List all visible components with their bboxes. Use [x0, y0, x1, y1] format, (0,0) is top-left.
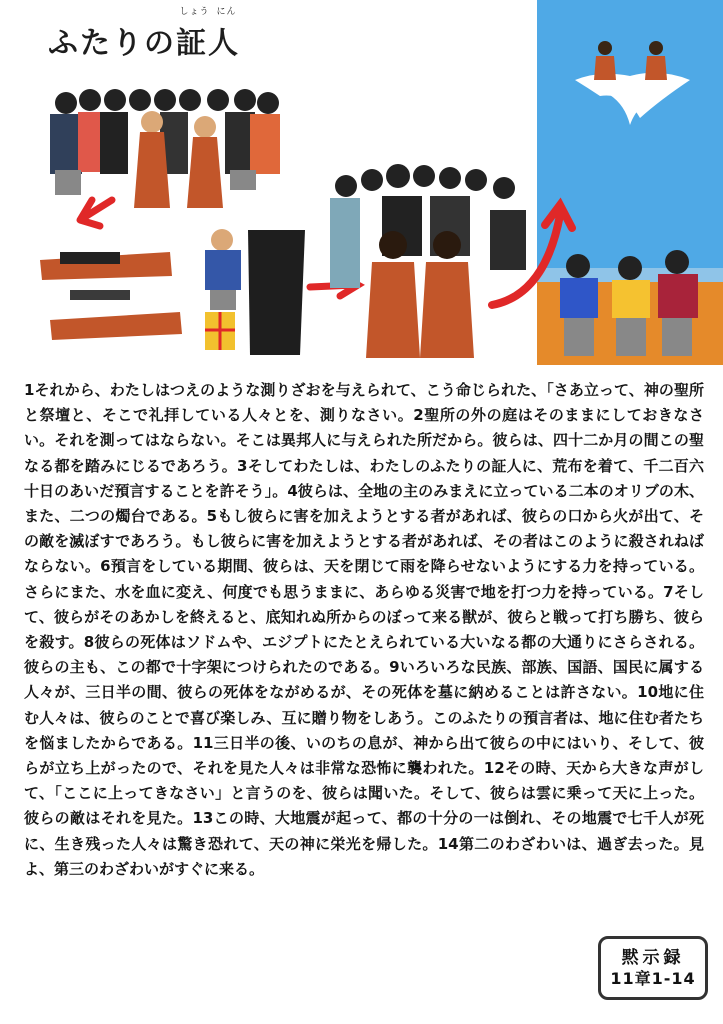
- reference-verses: 11章1-14: [610, 969, 696, 988]
- scripture-reference: [598, 936, 708, 1000]
- down-left-arrow-icon: [80, 200, 112, 226]
- ruby-nin: にん: [216, 7, 237, 17]
- title-kana: ふたりの: [48, 26, 176, 61]
- page-title: [48, 7, 240, 62]
- title-ruby: [176, 4, 240, 17]
- onlookers: [560, 250, 698, 356]
- middle-crowd: [330, 164, 526, 358]
- gift-people: [205, 229, 305, 355]
- title-kanji-with-ruby: [176, 7, 240, 62]
- reference-book: 黙示録: [621, 948, 685, 968]
- scripture-passage: 1それから、わたしはつえのような測りざおを与えられて、こう命じられた、「さあ立って、神の聖所と祭壇と、そこで礼拝している人々とを、測りなさい。2聖所の外の庭はそのままにしておきなさい。それを測ってはならない。そこは異邦人に与えられた所だから。彼らは、四十二か月の間この聖なる都を踏みにじるであろう。3そしてわたしは、わたしのふたりの証人に、荒布を着て、千二百六十日のあいだ預言することを許そう」。4彼らは、全地の主のみまえに立っている二本のオリブの木、また、二つの燭台である。5もし彼らに害を加えようとする者があれば、彼らの口から火が出て、その敵を滅ぼすであろう。もし彼らに害を加えようとする者があれば、その者はこのように殺されねばならない。6預言をしている期間、彼らは、天を閉じて雨を降らせないようにする力を持っている。さらにまた、水を血に変え、何度でも思うままに、あらゆる災害で地を打つ力を持っている。7そして、彼らがそのあかしを終えると、底知れぬ所からのぼって来る獣が、彼らと戦って打ち勝ち、彼らを殺す。8彼らの死体はソドムや、エジプトにたとえられている大いなる都の大通りにさらされる。彼らの主も、この都で十字架につけられたのである。9いろいろな民族、部族、国語、国民に属する人々が、三日半の間、彼らの死体をながめるが、その死体を墓に納めることは許さない。10地に住む人々は、彼らのことで喜び楽しみ、互に贈り物をしあう。このふたりの預言者は、地に住む者たちを悩ましたからである。11三日半の後、いのちの息が、神から出て彼らの中にはいり、そして、彼らが立ち上がったので、それを見た人々は非常な恐怖に襲われた。12その時、天から大きな声がして、「ここに上ってきなさい」と言うのを、彼らは聞いた。そして、彼らは雲に乗って天に上った。彼らの敵はそれを見た。13この時、大地震が起って、都の十分の一は倒れ、その地震で七千人が死に、生き残った人々は驚き恐れて、天の神に栄光を帰した。14第二のわざわいは、過ぎ去った。見よ、第三のわざわいがすぐに来る。: [24, 381, 704, 878]
- ruby-sho: しょう: [179, 7, 210, 17]
- title-kanji: 証人: [176, 26, 240, 61]
- crowd-group: [50, 89, 280, 208]
- fallen-witnesses: [40, 252, 182, 340]
